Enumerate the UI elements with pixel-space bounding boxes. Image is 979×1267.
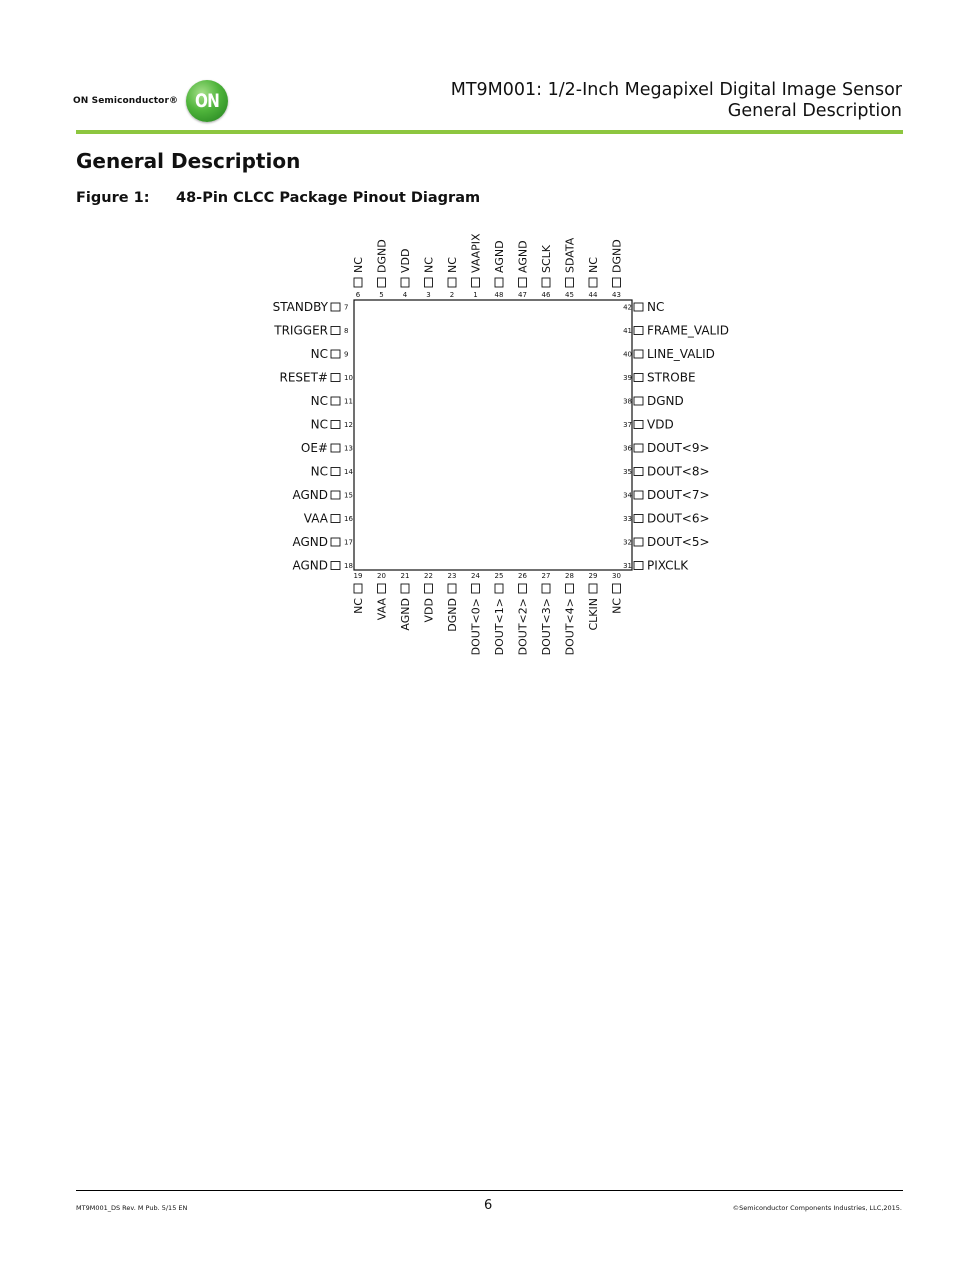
pin-pad-right: [634, 397, 643, 405]
pin-label: DOUT<9>: [647, 441, 710, 455]
pin-number: 46: [541, 291, 551, 299]
pin-number: 42: [623, 303, 632, 312]
pin-number: 13: [344, 444, 353, 453]
pin-label: NC: [352, 257, 365, 273]
pin-label: VAA: [303, 511, 328, 526]
package-outline: [354, 300, 632, 570]
pin-label: SCLK: [540, 244, 553, 273]
pin-number: 8: [344, 327, 349, 335]
pin-number: 25: [494, 572, 504, 580]
pin-number: 33: [623, 515, 632, 523]
pin-label: DOUT<8>: [647, 464, 710, 479]
pin-pad-right: [634, 444, 643, 452]
pin-label: FRAME_VALID: [647, 323, 730, 338]
pin-pad-top: [401, 278, 409, 287]
pin-label: VDD: [647, 417, 674, 432]
pin-pad-bottom: [401, 584, 409, 593]
pin-label: NC: [647, 300, 665, 314]
pin-number: 36: [623, 444, 632, 453]
pin-label: DOUT<7>: [647, 488, 710, 502]
pin-number: 27: [541, 572, 551, 580]
pin-number: 9: [344, 350, 349, 359]
pin-pad-left: [331, 397, 340, 405]
pin-pad-top: [378, 278, 386, 287]
document-title: MT9M001: 1/2-Inch Megapixel Digital Image Sensor: [450, 80, 902, 100]
pin-number: 15: [344, 491, 353, 500]
pin-pad-left: [331, 538, 340, 546]
pin-label: DOUT<2>: [516, 598, 530, 656]
pin-label: DGND: [375, 239, 389, 273]
pin-pad-top: [566, 278, 574, 287]
logo-text: ON: [194, 90, 220, 112]
pin-pad-top: [495, 278, 503, 287]
pin-label: DOUT<0>: [469, 598, 483, 656]
pin-number: 5: [379, 291, 384, 299]
pin-number: 18: [344, 562, 353, 570]
pin-number: 37: [623, 421, 632, 429]
pin-pad-top: [589, 278, 597, 287]
pin-label: AGND: [493, 240, 506, 273]
pin-pad-bottom: [472, 584, 480, 593]
pin-number: 40: [623, 350, 632, 359]
pin-pad-right: [634, 562, 643, 570]
pin-label: NC: [310, 394, 328, 408]
pin-number: 24: [471, 572, 480, 580]
pin-number: 35: [623, 468, 632, 476]
pin-pad-left: [331, 515, 340, 523]
pin-label: AGND: [516, 240, 530, 273]
pin-pad-bottom: [495, 584, 503, 593]
pin-label: STANDBY: [272, 300, 328, 314]
pin-pad-left: [331, 444, 340, 452]
pin-pad-left: [331, 374, 340, 382]
company-name: ON Semiconductor®: [73, 96, 179, 106]
pin-label: AGND: [292, 488, 328, 502]
pin-pad-bottom: [354, 584, 362, 593]
pin-number: 48: [494, 291, 504, 299]
pin-label: DGND: [446, 598, 459, 632]
pin-pad-left: [331, 491, 340, 499]
pin-number: 30: [612, 572, 621, 580]
pin-label: PIXCLK: [647, 558, 689, 573]
pin-number: 4: [402, 291, 408, 299]
pin-pad-right: [634, 491, 643, 499]
pin-number: 26: [518, 572, 527, 580]
pin-number: 21: [400, 572, 410, 580]
pin-pad-right: [634, 515, 643, 523]
pin-label: DOUT<4>: [563, 598, 577, 656]
pin-number: 1: [473, 291, 478, 299]
pin-label: VAA: [375, 598, 389, 621]
pin-label: NC: [310, 464, 328, 479]
pin-label: NC: [422, 257, 436, 273]
pin-number: 6: [355, 291, 361, 299]
pin-pad-bottom: [448, 584, 456, 593]
pin-label: DOUT<5>: [647, 535, 710, 549]
pin-number: 31: [623, 562, 632, 570]
pin-pad-bottom: [519, 584, 527, 593]
pin-pad-bottom: [589, 584, 597, 593]
pin-number: 47: [518, 291, 527, 299]
pin-label: SDATA: [563, 237, 577, 273]
pin-pad-top: [448, 278, 456, 287]
pin-number: 10: [344, 374, 353, 382]
section-heading: General Description: [76, 149, 301, 173]
pin-pad-top: [519, 278, 527, 287]
pin-label: DOUT<6>: [647, 511, 710, 526]
pin-number: 17: [344, 538, 353, 547]
pin-pad-right: [634, 538, 643, 546]
pin-label: DOUT<3>: [540, 598, 553, 656]
pin-pad-left: [331, 303, 340, 311]
pin-label: DGND: [647, 394, 684, 408]
pin-pad-bottom: [542, 584, 550, 593]
pin-pad-top: [542, 278, 550, 287]
pin-label: RESET#: [279, 370, 328, 385]
pin-label: NC: [446, 257, 459, 273]
pin-pad-right: [634, 421, 643, 429]
pin-label: CLKIN: [587, 598, 600, 631]
pin-pad-top: [613, 278, 621, 287]
pin-pad-left: [331, 562, 340, 570]
pin-label: AGND: [292, 535, 328, 549]
pin-number: 3: [426, 291, 431, 299]
pin-label: STROBE: [647, 370, 696, 385]
pin-number: 7: [344, 303, 349, 312]
footer-copyright: ©Semiconductor Components Industries, LLC,2015.: [732, 1204, 902, 1212]
footer-doc-id: MT9M001_DS Rev. M Pub. 5/15 EN: [76, 1204, 188, 1212]
document-section: General Description: [727, 101, 902, 121]
pin-pad-left: [331, 327, 340, 335]
page-number: 6: [484, 1198, 493, 1213]
figure-label: Figure 1:: [76, 190, 150, 206]
pin-number: 29: [588, 572, 598, 580]
pin-pad-top: [425, 278, 433, 287]
pin-label: AGND: [399, 598, 412, 631]
pin-pad-left: [331, 421, 340, 429]
pin-pad-top: [354, 278, 362, 287]
pin-pad-left: [331, 468, 340, 476]
pin-label: TRIGGER: [274, 323, 328, 338]
pin-label: VAAPIX: [469, 233, 483, 273]
pin-number: 14: [344, 468, 353, 476]
pin-label: DGND: [610, 239, 624, 273]
pin-label: VDD: [399, 248, 412, 273]
pin-pad-right: [634, 327, 643, 335]
pin-label: NC: [587, 257, 600, 273]
pin-number: 20: [377, 572, 386, 580]
pin-pad-top: [472, 278, 480, 287]
pin-pad-bottom: [613, 584, 621, 593]
pin-pad-bottom: [425, 584, 433, 593]
pin-label: AGND: [292, 558, 328, 573]
pin-pad-bottom: [566, 584, 574, 593]
pin-label: NC: [352, 598, 365, 614]
pin-label: OE#: [300, 441, 328, 455]
pin-number: 16: [344, 515, 353, 523]
pin-pad-right: [634, 374, 643, 382]
pin-label: LINE_VALID: [647, 347, 715, 361]
pin-number: 38: [623, 397, 632, 406]
pin-number: 39: [623, 374, 632, 382]
pin-number: 12: [344, 421, 353, 429]
pin-label: DOUT<1>: [493, 598, 506, 656]
pin-number: 32: [623, 538, 632, 547]
pin-label: NC: [310, 347, 328, 361]
pin-number: 2: [449, 291, 455, 299]
pin-pad-bottom: [378, 584, 386, 593]
pin-number: 19: [353, 572, 363, 580]
pin-number: 23: [447, 572, 457, 580]
pin-number: 28: [565, 572, 574, 580]
pin-pad-right: [634, 350, 643, 358]
pin-number: 45: [565, 291, 574, 299]
pin-number: 22: [424, 572, 433, 580]
pin-pad-right: [634, 303, 643, 311]
pin-label: NC: [610, 598, 624, 614]
pin-number: 34: [623, 491, 632, 500]
pin-number: 11: [344, 397, 353, 406]
pin-number: 43: [612, 291, 621, 299]
figure-title: 48-Pin CLCC Package Pinout Diagram: [176, 190, 481, 206]
pin-number: 44: [588, 291, 598, 299]
pin-pad-left: [331, 350, 340, 358]
pin-number: 41: [623, 327, 632, 335]
pin-label: NC: [310, 417, 328, 432]
pin-pad-right: [634, 468, 643, 476]
footer-rule: [76, 1190, 903, 1191]
pin-label: VDD: [422, 598, 436, 623]
